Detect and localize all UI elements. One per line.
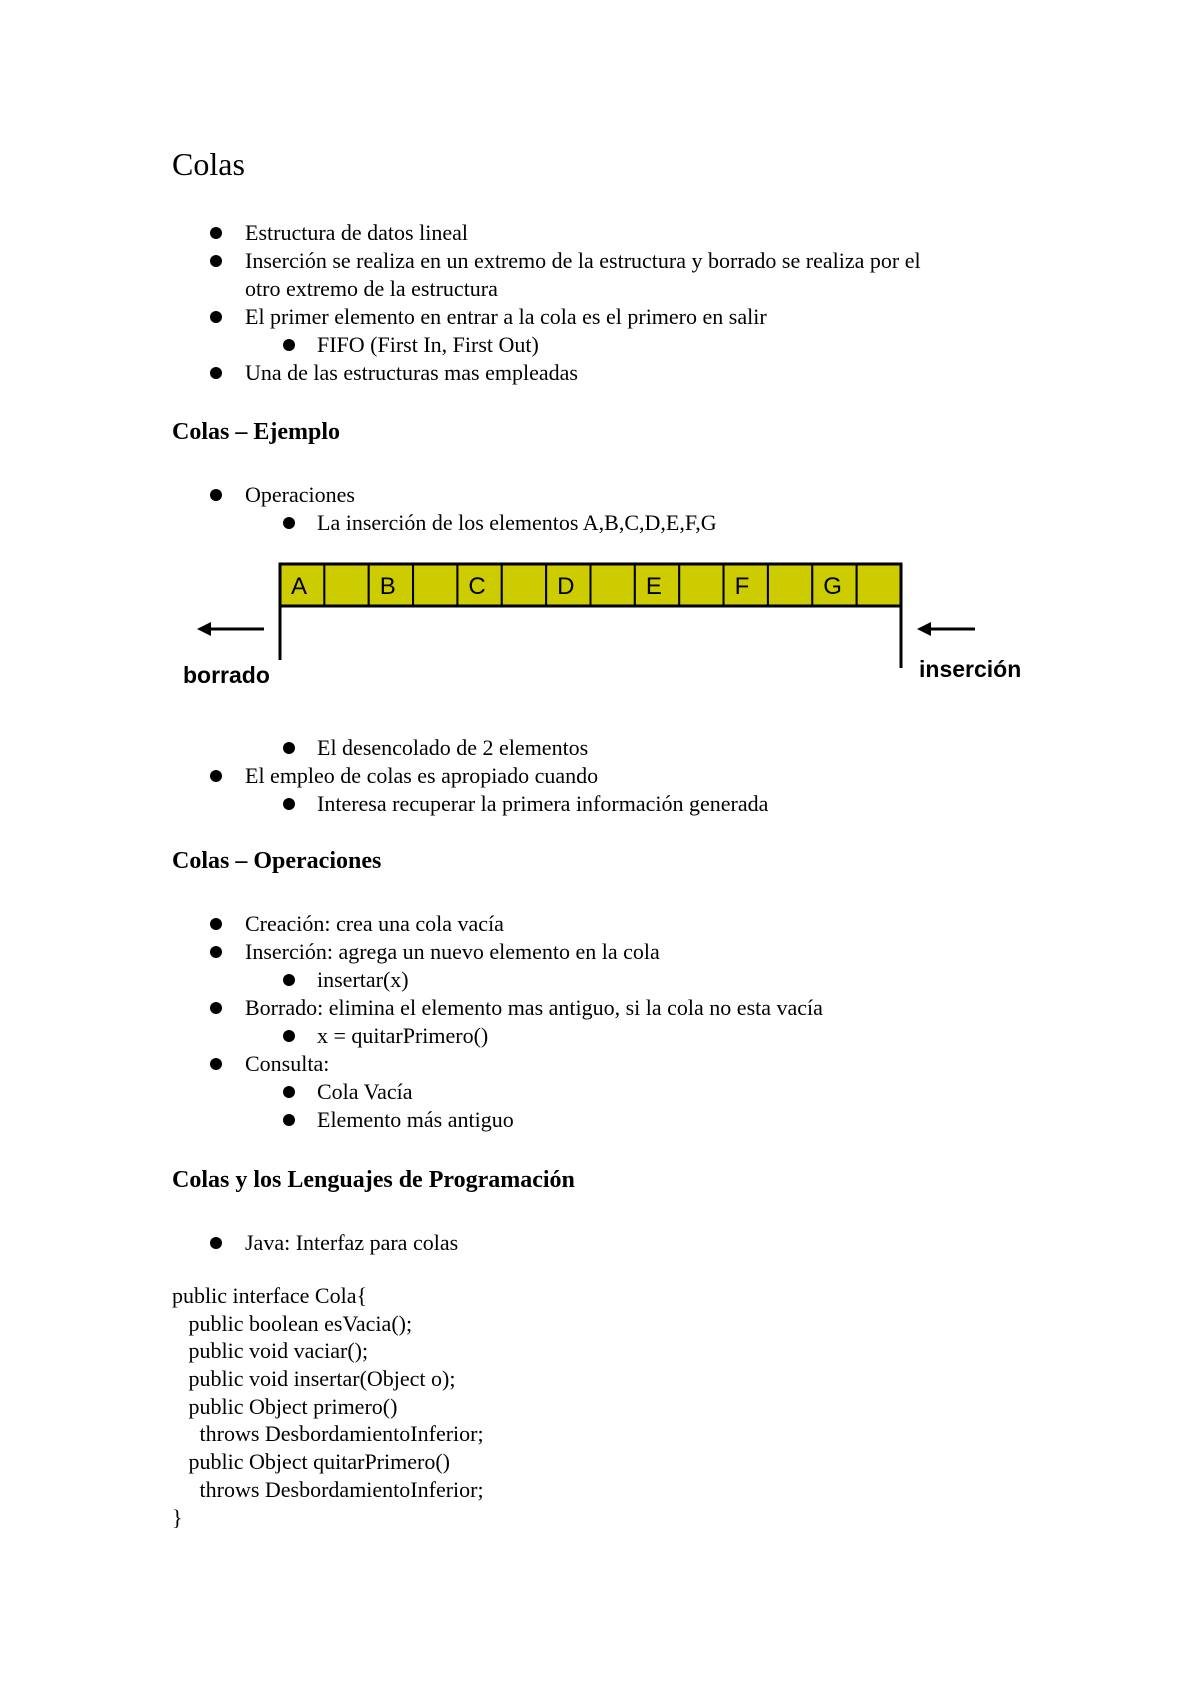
heading-lenguajes: Colas y los Lenguajes de Programación — [172, 1167, 575, 1193]
list-item — [172, 331, 1072, 359]
list-item-text: otro extremo de la estructura — [245, 276, 498, 301]
queue-cell — [413, 564, 457, 606]
section-lenguajes — [172, 1168, 1072, 1192]
bullet-icon — [283, 1114, 295, 1126]
list-item — [172, 966, 1072, 994]
list-item-text: Inserción se realiza en un extremo de la estructura y borrado se realiza por el — [245, 248, 921, 273]
list-item — [172, 790, 1072, 818]
bullet-icon — [283, 1086, 295, 1098]
list-item-text: x = quitarPrimero() — [317, 1023, 489, 1048]
queue-cell — [857, 564, 901, 606]
list-item — [172, 1078, 1072, 1106]
section-ejemplo — [172, 420, 1072, 444]
list-item-text: FIFO (First In, First Out) — [317, 332, 539, 357]
queue-cell — [768, 564, 812, 606]
list-item-text: Borrado: elimina el elemento mas antiguo, si la cola no esta vacía — [245, 995, 823, 1020]
queue-cell-label: C — [468, 573, 486, 600]
list-item-text: Java: Interfaz para colas — [245, 1230, 459, 1255]
code-line: throws DesbordamientoInferior; — [172, 1421, 484, 1447]
list-item-text: insertar(x) — [317, 967, 409, 992]
list-item-text: El desencolado de 2 elementos — [317, 735, 589, 760]
queue-cell — [324, 564, 368, 606]
list-ejemplo-bottom — [172, 734, 1072, 818]
queue-diagram — [0, 550, 1200, 700]
code-line: public Object quitarPrimero() — [172, 1449, 450, 1475]
code-line: } — [172, 1504, 183, 1530]
bullet-icon — [283, 1030, 295, 1042]
list-item-text: Inserción: agrega un nuevo elemento en la cola — [245, 939, 660, 964]
queue-cell-label: F — [734, 573, 750, 600]
bullet-icon — [283, 339, 295, 351]
list-item-text: Consulta: — [245, 1051, 330, 1076]
bullet-icon — [210, 1058, 222, 1070]
label-insercion: inserción — [919, 656, 1022, 682]
list-item — [172, 303, 1072, 331]
queue-cell — [502, 564, 546, 606]
list-item — [172, 1022, 1072, 1050]
list-item-text: Cola Vacía — [317, 1079, 413, 1104]
code-block — [172, 1282, 484, 1531]
bullet-icon — [283, 798, 295, 810]
list-item — [172, 359, 1072, 387]
bullet-icon — [210, 367, 222, 379]
list-item-text: Elemento más antiguo — [317, 1107, 514, 1132]
list-ejemplo-top — [172, 481, 1072, 537]
list-colas — [172, 219, 1072, 387]
bullet-icon — [283, 517, 295, 529]
queue-cell — [591, 564, 635, 606]
left-arrow-icon — [197, 622, 264, 636]
bullet-icon — [210, 946, 222, 958]
queue-cells — [280, 564, 901, 606]
list-item — [172, 994, 1072, 1022]
code-line: public Object primero() — [172, 1393, 398, 1419]
code-line: public void insertar(Object o); — [172, 1366, 456, 1392]
list-item — [172, 509, 1072, 537]
list-item-text: Una de las estructuras mas empleadas — [245, 360, 578, 385]
queue-cell-label: D — [557, 573, 575, 600]
right-arrow-icon — [917, 622, 975, 636]
list-item-text: La inserción de los elementos A,B,C,D,E,F,G — [317, 510, 717, 535]
list-item — [172, 481, 1072, 509]
bullet-icon — [210, 227, 222, 239]
queue-cell — [679, 564, 723, 606]
list-item — [172, 219, 1072, 247]
list-item — [172, 762, 1072, 790]
queue-cell-label: E — [645, 573, 662, 600]
section-colas — [172, 148, 1072, 180]
heading-colas: Colas — [172, 146, 245, 182]
bullet-icon — [210, 1002, 222, 1014]
bullet-icon — [210, 1237, 222, 1249]
code-line: public interface Cola{ — [172, 1283, 368, 1308]
bullet-icon — [210, 918, 222, 930]
heading-operaciones: Colas – Operaciones — [172, 848, 382, 874]
bullet-icon — [283, 974, 295, 986]
list-item-text: Operaciones — [245, 482, 355, 507]
list-item-text: El empleo de colas es apropiado cuando — [245, 763, 599, 788]
list-lenguajes — [172, 1229, 1072, 1257]
bullet-icon — [210, 311, 222, 323]
list-item — [172, 247, 1072, 275]
list-item — [172, 734, 1072, 762]
code-line: public void vaciar(); — [172, 1338, 369, 1364]
list-item — [172, 275, 1072, 303]
bullet-icon — [210, 255, 222, 267]
list-item — [172, 910, 1072, 938]
section-operaciones — [172, 849, 1072, 873]
list-item-text: El primer elemento en entrar a la cola es el primero en salir — [245, 304, 767, 329]
list-item-text: Estructura de datos lineal — [245, 220, 468, 245]
queue-cell-label: B — [379, 573, 396, 600]
list-item — [172, 1050, 1072, 1078]
list-item-text: Creación: crea una cola vacía — [245, 911, 504, 936]
list-operaciones — [172, 910, 1072, 1134]
bullet-icon — [283, 742, 295, 754]
code-line: throws DesbordamientoInferior; — [172, 1476, 484, 1502]
list-item — [172, 938, 1072, 966]
bullet-icon — [210, 770, 222, 782]
list-item — [172, 1106, 1072, 1134]
label-borrado: borrado — [183, 662, 270, 688]
queue-cell-label: A — [291, 573, 308, 600]
list-item-text: Interesa recuperar la primera información generada — [317, 791, 769, 816]
heading-ejemplo: Colas – Ejemplo — [172, 419, 340, 445]
queue-cell-label: G — [823, 573, 842, 600]
bullet-icon — [210, 489, 222, 501]
code-line: public boolean esVacia(); — [172, 1310, 413, 1336]
list-item — [172, 1229, 1072, 1257]
